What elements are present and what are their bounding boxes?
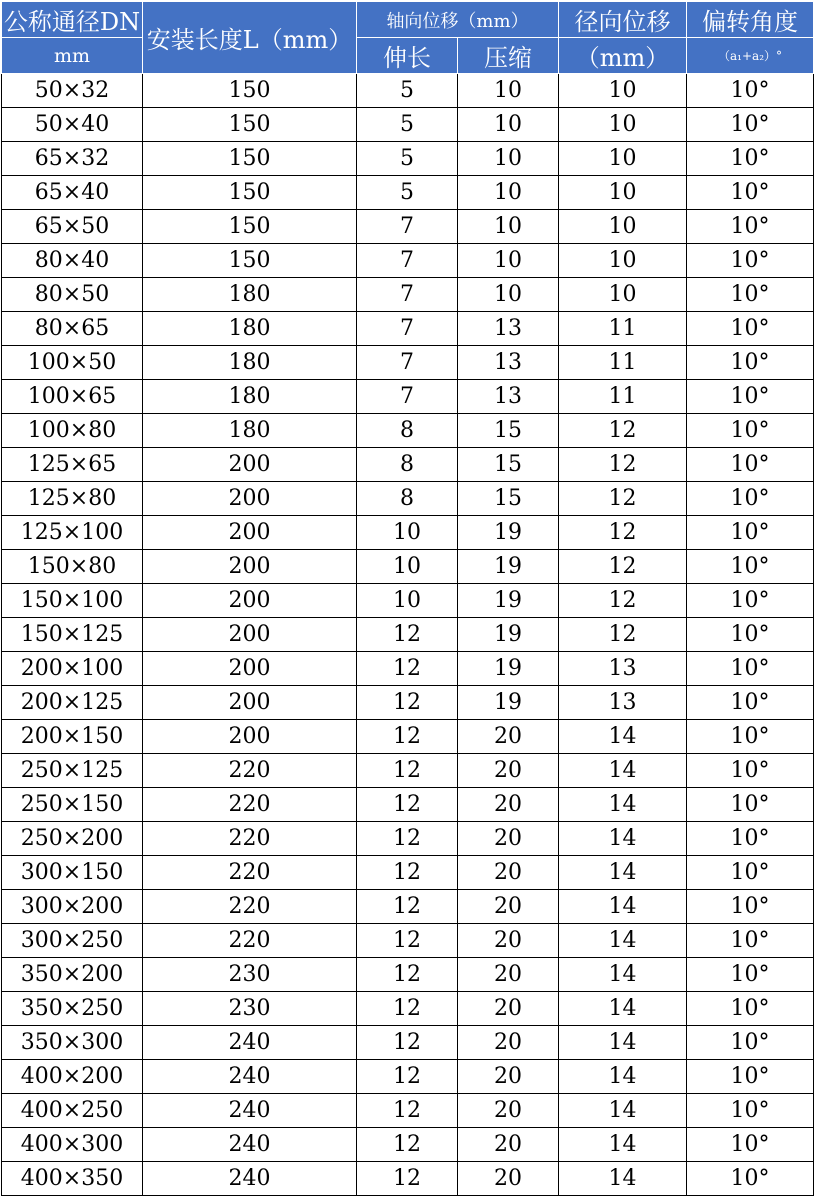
extension-cell: 7	[357, 210, 458, 244]
dn-cell: 100×50	[2, 346, 143, 380]
dn-cell: 65×50	[2, 210, 143, 244]
install-length-cell: 240	[143, 1162, 357, 1196]
install-length-cell: 180	[143, 312, 357, 346]
table-row	[2, 992, 814, 1026]
compression-cell: 10	[458, 108, 559, 142]
angle-cell: 10°	[687, 210, 814, 244]
install-length-header: 安装长度L（mm）	[143, 2, 357, 74]
table-row	[2, 890, 814, 924]
extension-cell: 12	[357, 958, 458, 992]
angle-cell: 10°	[687, 822, 814, 856]
angle-cell: 10°	[687, 618, 814, 652]
angle-cell: 10°	[687, 890, 814, 924]
compression-cell: 15	[458, 448, 559, 482]
extension-cell: 7	[357, 244, 458, 278]
install-length-cell: 200	[143, 618, 357, 652]
angle-cell: 10°	[687, 992, 814, 1026]
angle-cell: 10°	[687, 380, 814, 414]
extension-cell: 12	[357, 822, 458, 856]
radial-unit-header: （mm）	[559, 38, 687, 74]
dn-cell: 350×200	[2, 958, 143, 992]
install-length-cell: 180	[143, 346, 357, 380]
dn-cell: 200×100	[2, 652, 143, 686]
compression-cell: 19	[458, 618, 559, 652]
install-length-cell: 200	[143, 720, 357, 754]
extension-cell: 8	[357, 414, 458, 448]
install-length-cell: 240	[143, 1026, 357, 1060]
table-row	[2, 958, 814, 992]
radial-cell: 13	[559, 686, 687, 720]
table-row	[2, 1026, 814, 1060]
dn-cell: 50×40	[2, 108, 143, 142]
table-row	[2, 210, 814, 244]
angle-cell: 10°	[687, 550, 814, 584]
dn-cell: 100×80	[2, 414, 143, 448]
install-length-cell: 220	[143, 856, 357, 890]
compression-cell: 20	[458, 992, 559, 1026]
extension-cell: 12	[357, 1094, 458, 1128]
install-length-cell: 150	[143, 74, 357, 108]
compression-cell: 19	[458, 516, 559, 550]
angle-cell: 10°	[687, 1162, 814, 1196]
radial-cell: 10	[559, 108, 687, 142]
compression-cell: 13	[458, 312, 559, 346]
table-row	[2, 1128, 814, 1162]
radial-cell: 14	[559, 958, 687, 992]
compression-cell: 10	[458, 74, 559, 108]
radial-cell: 14	[559, 822, 687, 856]
dn-cell: 65×32	[2, 142, 143, 176]
radial-cell: 13	[559, 652, 687, 686]
compression-cell: 19	[458, 686, 559, 720]
radial-cell: 12	[559, 550, 687, 584]
table-row	[2, 618, 814, 652]
radial-cell: 12	[559, 448, 687, 482]
table-row	[2, 414, 814, 448]
radial-cell: 14	[559, 1162, 687, 1196]
dn-cell: 125×100	[2, 516, 143, 550]
dn-cell: 350×250	[2, 992, 143, 1026]
install-length-cell: 150	[143, 244, 357, 278]
compression-cell: 20	[458, 924, 559, 958]
dn-cell: 80×50	[2, 278, 143, 312]
dn-cell: 65×40	[2, 176, 143, 210]
install-length-cell: 200	[143, 550, 357, 584]
extension-cell: 10	[357, 584, 458, 618]
deflection-angle-header: 偏转角度	[687, 2, 814, 38]
table-header	[2, 2, 814, 74]
table-row	[2, 278, 814, 312]
install-length-cell: 180	[143, 278, 357, 312]
angle-cell: 10°	[687, 856, 814, 890]
table-row	[2, 312, 814, 346]
angle-cell: 10°	[687, 652, 814, 686]
angle-cell: 10°	[687, 1026, 814, 1060]
compression-cell: 20	[458, 890, 559, 924]
radial-cell: 14	[559, 992, 687, 1026]
compression-cell: 20	[458, 958, 559, 992]
table-row	[2, 584, 814, 618]
table-row	[2, 1094, 814, 1128]
extension-header: 伸长	[357, 38, 458, 74]
compression-cell: 15	[458, 482, 559, 516]
header-row-1	[2, 2, 814, 38]
extension-cell: 5	[357, 74, 458, 108]
angle-cell: 10°	[687, 176, 814, 210]
radial-cell: 14	[559, 1026, 687, 1060]
angle-cell: 10°	[687, 686, 814, 720]
table-row	[2, 652, 814, 686]
compression-cell: 20	[458, 788, 559, 822]
compression-cell: 15	[458, 414, 559, 448]
extension-cell: 12	[357, 1060, 458, 1094]
install-length-cell: 180	[143, 380, 357, 414]
extension-cell: 12	[357, 924, 458, 958]
compression-cell: 19	[458, 584, 559, 618]
extension-cell: 12	[357, 788, 458, 822]
compression-cell: 20	[458, 856, 559, 890]
extension-cell: 12	[357, 1128, 458, 1162]
dn-cell: 250×125	[2, 754, 143, 788]
install-length-cell: 220	[143, 822, 357, 856]
extension-cell: 7	[357, 312, 458, 346]
table-row	[2, 142, 814, 176]
extension-cell: 10	[357, 516, 458, 550]
extension-cell: 12	[357, 890, 458, 924]
install-length-cell: 180	[143, 414, 357, 448]
dn-cell: 250×150	[2, 788, 143, 822]
install-length-cell: 200	[143, 652, 357, 686]
install-length-cell: 200	[143, 686, 357, 720]
install-length-cell: 220	[143, 788, 357, 822]
radial-cell: 12	[559, 482, 687, 516]
compression-cell: 10	[458, 210, 559, 244]
compression-cell: 20	[458, 1060, 559, 1094]
compression-cell: 20	[458, 720, 559, 754]
extension-cell: 12	[357, 754, 458, 788]
table-row	[2, 822, 814, 856]
dn-cell: 80×40	[2, 244, 143, 278]
dn-cell: 150×100	[2, 584, 143, 618]
dn-cell: 250×200	[2, 822, 143, 856]
install-length-cell: 150	[143, 142, 357, 176]
table-row	[2, 720, 814, 754]
dn-cell: 350×300	[2, 1026, 143, 1060]
radial-cell: 12	[559, 414, 687, 448]
angle-cell: 10°	[687, 414, 814, 448]
extension-cell: 5	[357, 108, 458, 142]
dn-cell: 150×80	[2, 550, 143, 584]
angle-cell: 10°	[687, 1128, 814, 1162]
install-length-cell: 220	[143, 890, 357, 924]
install-length-cell: 200	[143, 482, 357, 516]
dn-cell: 400×300	[2, 1128, 143, 1162]
radial-cell: 14	[559, 1094, 687, 1128]
compression-cell: 20	[458, 1094, 559, 1128]
dn-unit-header: mm	[2, 38, 143, 74]
radial-cell: 12	[559, 516, 687, 550]
angle-cell: 10°	[687, 74, 814, 108]
table-row	[2, 1162, 814, 1196]
deflection-unit-header: （a₁+a₂）°	[687, 38, 814, 74]
install-length-cell: 200	[143, 584, 357, 618]
compression-cell: 20	[458, 1128, 559, 1162]
compression-cell: 13	[458, 380, 559, 414]
dn-cell: 400×250	[2, 1094, 143, 1128]
extension-cell: 7	[357, 278, 458, 312]
table-row	[2, 1060, 814, 1094]
compression-cell: 10	[458, 244, 559, 278]
angle-cell: 10°	[687, 312, 814, 346]
radial-cell: 14	[559, 924, 687, 958]
dn-cell: 300×200	[2, 890, 143, 924]
extension-cell: 8	[357, 482, 458, 516]
compression-cell: 10	[458, 278, 559, 312]
axial-displacement-header: 轴向位移（mm）	[357, 2, 559, 38]
dn-cell: 400×200	[2, 1060, 143, 1094]
extension-cell: 7	[357, 346, 458, 380]
extension-cell: 7	[357, 380, 458, 414]
compression-cell: 20	[458, 822, 559, 856]
install-length-cell: 220	[143, 754, 357, 788]
dn-cell: 125×65	[2, 448, 143, 482]
radial-cell: 14	[559, 754, 687, 788]
extension-cell: 12	[357, 1026, 458, 1060]
install-length-cell: 240	[143, 1128, 357, 1162]
dn-cell: 300×150	[2, 856, 143, 890]
angle-cell: 10°	[687, 788, 814, 822]
install-length-cell: 200	[143, 516, 357, 550]
install-length-cell: 150	[143, 176, 357, 210]
table-row	[2, 754, 814, 788]
extension-cell: 12	[357, 686, 458, 720]
radial-cell: 10	[559, 210, 687, 244]
table-row	[2, 346, 814, 380]
compression-cell: 20	[458, 1026, 559, 1060]
dn-cell: 300×250	[2, 924, 143, 958]
table-row	[2, 788, 814, 822]
radial-cell: 10	[559, 176, 687, 210]
table-row	[2, 516, 814, 550]
install-length-cell: 150	[143, 108, 357, 142]
extension-cell: 8	[357, 448, 458, 482]
table-row	[2, 176, 814, 210]
compression-cell: 10	[458, 176, 559, 210]
spec-table	[1, 1, 814, 1196]
dn-title-header: 公称通径DN	[2, 2, 143, 38]
angle-cell: 10°	[687, 278, 814, 312]
compression-cell: 20	[458, 1162, 559, 1196]
radial-cell: 12	[559, 618, 687, 652]
angle-cell: 10°	[687, 516, 814, 550]
install-length-cell: 230	[143, 992, 357, 1026]
dn-cell: 200×150	[2, 720, 143, 754]
radial-cell: 10	[559, 74, 687, 108]
angle-cell: 10°	[687, 584, 814, 618]
extension-cell: 5	[357, 176, 458, 210]
radial-cell: 14	[559, 1128, 687, 1162]
compression-cell: 19	[458, 652, 559, 686]
extension-cell: 10	[357, 550, 458, 584]
dn-cell: 200×125	[2, 686, 143, 720]
angle-cell: 10°	[687, 346, 814, 380]
angle-cell: 10°	[687, 1094, 814, 1128]
compression-cell: 19	[458, 550, 559, 584]
radial-cell: 14	[559, 788, 687, 822]
angle-cell: 10°	[687, 924, 814, 958]
angle-cell: 10°	[687, 244, 814, 278]
extension-cell: 12	[357, 652, 458, 686]
radial-cell: 14	[559, 720, 687, 754]
extension-cell: 12	[357, 856, 458, 890]
install-length-cell: 220	[143, 924, 357, 958]
angle-cell: 10°	[687, 958, 814, 992]
table-row	[2, 482, 814, 516]
table-row	[2, 448, 814, 482]
extension-cell: 12	[357, 992, 458, 1026]
compression-cell: 20	[458, 754, 559, 788]
install-length-cell: 150	[143, 210, 357, 244]
angle-cell: 10°	[687, 108, 814, 142]
table-row	[2, 550, 814, 584]
compression-header: 压缩	[458, 38, 559, 74]
table-row	[2, 380, 814, 414]
radial-cell: 11	[559, 380, 687, 414]
table-row	[2, 924, 814, 958]
angle-cell: 10°	[687, 1060, 814, 1094]
angle-cell: 10°	[687, 754, 814, 788]
angle-cell: 10°	[687, 720, 814, 754]
table-row	[2, 74, 814, 108]
compression-cell: 13	[458, 346, 559, 380]
install-length-cell: 230	[143, 958, 357, 992]
angle-cell: 10°	[687, 448, 814, 482]
table-row	[2, 686, 814, 720]
compression-cell: 10	[458, 142, 559, 176]
radial-cell: 14	[559, 1060, 687, 1094]
table-row	[2, 856, 814, 890]
extension-cell: 12	[357, 1162, 458, 1196]
radial-cell: 14	[559, 890, 687, 924]
install-length-cell: 240	[143, 1094, 357, 1128]
extension-cell: 5	[357, 142, 458, 176]
angle-cell: 10°	[687, 142, 814, 176]
radial-cell: 10	[559, 278, 687, 312]
header-row-2	[2, 38, 814, 74]
radial-cell: 10	[559, 244, 687, 278]
radial-cell: 11	[559, 312, 687, 346]
table-body	[2, 74, 814, 1196]
radial-displacement-header: 径向位移	[559, 2, 687, 38]
install-length-cell: 240	[143, 1060, 357, 1094]
radial-cell: 11	[559, 346, 687, 380]
install-length-cell: 200	[143, 448, 357, 482]
dn-cell: 125×80	[2, 482, 143, 516]
dn-cell: 150×125	[2, 618, 143, 652]
table-row	[2, 108, 814, 142]
dn-cell: 400×350	[2, 1162, 143, 1196]
dn-cell: 100×65	[2, 380, 143, 414]
table-row	[2, 244, 814, 278]
extension-cell: 12	[357, 720, 458, 754]
extension-cell: 12	[357, 618, 458, 652]
radial-cell: 12	[559, 584, 687, 618]
dn-cell: 80×65	[2, 312, 143, 346]
angle-cell: 10°	[687, 482, 814, 516]
radial-cell: 10	[559, 142, 687, 176]
dn-cell: 50×32	[2, 74, 143, 108]
radial-cell: 14	[559, 856, 687, 890]
